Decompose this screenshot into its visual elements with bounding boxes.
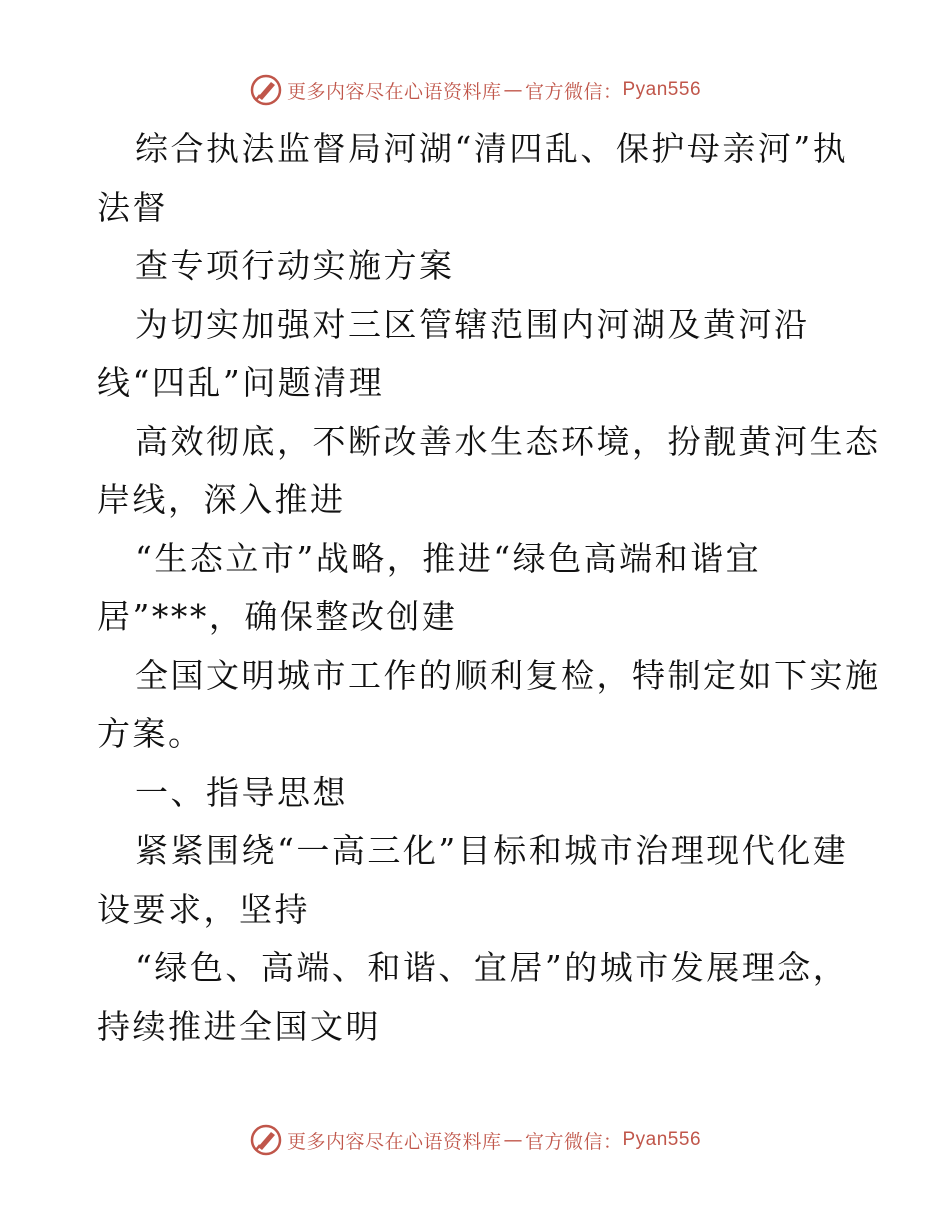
pen-seal-icon bbox=[249, 1123, 283, 1157]
text-line: 持续推进全国文明 bbox=[97, 1006, 381, 1046]
watermark-id: Pyan556 bbox=[622, 1129, 702, 1150]
pen-seal-icon bbox=[249, 73, 283, 107]
text-line: 综合执法监督局河湖“清四乱、保护母亲河”执 bbox=[135, 129, 849, 168]
text-line: 线“四乱”问题清理 bbox=[97, 363, 385, 402]
watermark-main-text: 更多内容尽在心语资料库 bbox=[286, 1130, 502, 1153]
text-line: 居”***，确保整改创建 bbox=[97, 597, 458, 636]
text-line: 高效彻底，不断改善水生态环境，扮靓黄河生态 bbox=[135, 421, 881, 461]
text-line: “绿色、高端、和谐、宜居”的城市发展理念， bbox=[135, 948, 849, 987]
watermark-dash: — bbox=[503, 1129, 523, 1151]
text-line: “生态立市”战略，推进“绿色高端和谐宜 bbox=[135, 538, 762, 578]
watermark-id: Pyan556 bbox=[622, 79, 702, 100]
watermark-main-text: 更多内容尽在心语资料库 bbox=[286, 80, 502, 103]
header-watermark bbox=[0, 70, 950, 110]
text-line: 查专项行动实施方案 bbox=[135, 246, 455, 285]
watermark-sub-text: 官方微信： bbox=[524, 1130, 623, 1153]
text-line: 为切实加强对三区管辖范围内河湖及黄河沿 bbox=[135, 304, 810, 344]
text-line: 设要求，坚持 bbox=[97, 889, 310, 929]
watermark-dash: — bbox=[503, 79, 523, 101]
footer-watermark bbox=[0, 1120, 950, 1160]
text-line: 方案。 bbox=[97, 714, 204, 753]
watermark-sub-text: 官方微信： bbox=[524, 80, 623, 103]
text-line: 岸线，深入推进 bbox=[97, 480, 346, 519]
text-line: 一、指导思想 bbox=[135, 772, 348, 812]
text-line: 全国文明城市工作的顺利复检，特制定如下实施 bbox=[135, 655, 881, 695]
text-line: 紧紧围绕“一高三化”目标和城市治理现代化建 bbox=[135, 831, 849, 870]
text-line: 法督 bbox=[97, 187, 168, 227]
document-body bbox=[97, 120, 881, 1056]
